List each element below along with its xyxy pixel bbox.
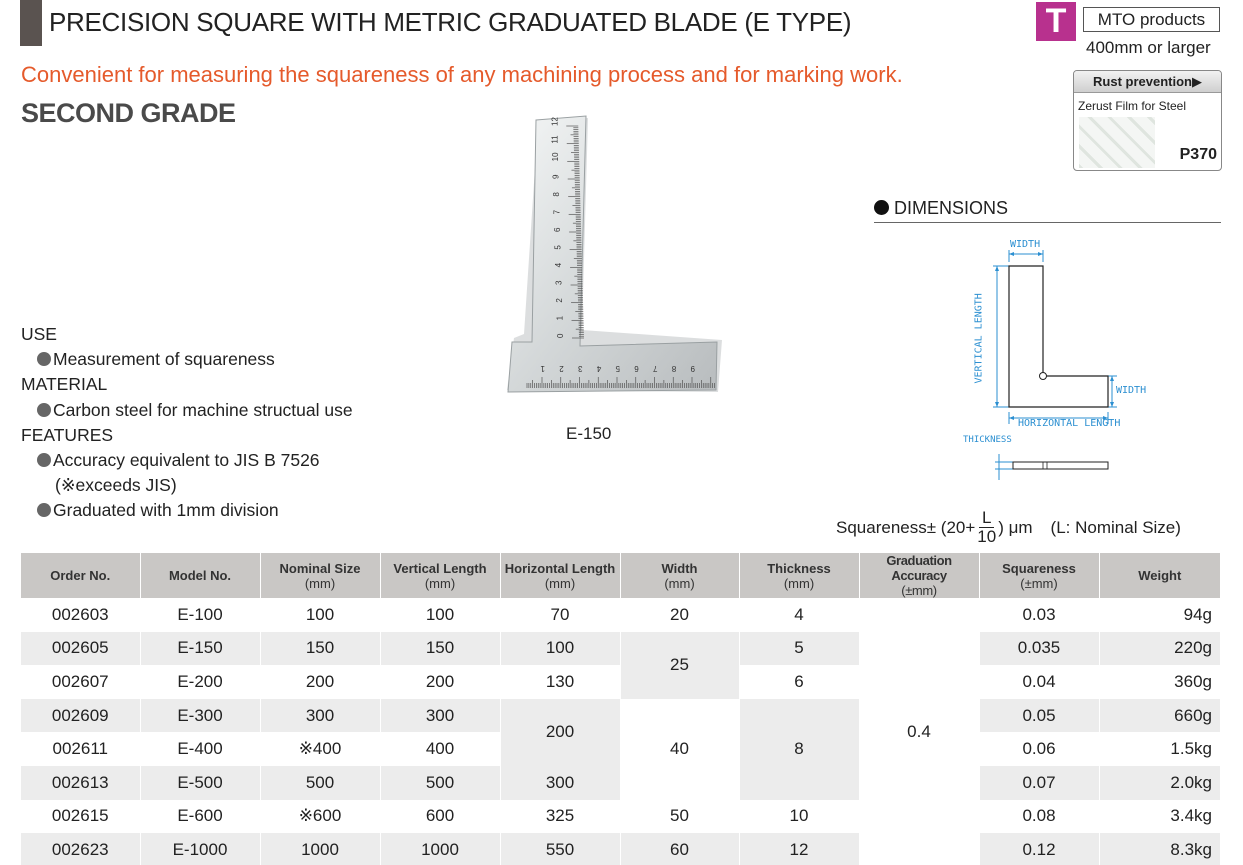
cell-model: E-200 [140,665,260,699]
label-thickness: THICKNESS [963,435,1012,445]
cell-model: E-500 [140,766,260,800]
cell-squareness: 0.03 [979,598,1099,632]
rust-page-ref: P370 [1179,146,1217,163]
table-row [21,598,1220,632]
cell-order: 002605 [21,632,140,666]
mto-note: 400mm or larger [1086,38,1211,57]
cell-model: E-100 [140,598,260,632]
ruler-number: 8 [552,192,562,197]
rust-prevention-box[interactable] [1073,70,1222,171]
cell-model: E-150 [140,632,260,666]
cell-width: 50 [620,800,739,834]
cell-thickness: 12 [739,833,859,865]
dimensions-diagram [955,232,1155,484]
ruler-number: 12 [550,117,560,126]
ruler-number: 4 [596,364,602,373]
cell-weight: 3.4kg [1099,800,1220,834]
bullet-icon [37,403,51,417]
cell-horizontal: 200 [500,699,620,766]
mto-label: MTO products [1083,7,1220,32]
page-title: PRECISION SQUARE WITH METRIC GRADUATED BLADE (E TYPE) [49,7,852,37]
cell-nominal: 500 [260,766,380,800]
cell-squareness: 0.07 [979,766,1099,800]
cell-order: 002607 [21,665,140,699]
cell-squareness: 0.05 [979,699,1099,733]
product-photo [502,110,724,406]
material-item: Carbon steel for machine structual use [21,398,353,423]
formula-fraction [977,509,996,546]
col-header: Thickness (mm) [739,553,859,598]
cell-vertical: 500 [380,766,500,800]
col-header: Model No. [140,553,260,598]
cell-weight: 360g [1099,665,1220,699]
ruler-number: 7 [653,364,658,373]
cell-nominal: ※600 [260,800,380,834]
cell-thickness: 5 [739,632,859,666]
cell-squareness: 0.04 [979,665,1099,699]
use-item: Measurement of squareness [21,347,353,372]
grade-heading: SECOND GRADE [21,98,236,128]
ruler-number: 3 [554,280,564,285]
cell-horizontal: 550 [500,833,620,865]
table-row [21,833,1220,865]
ruler-number: 6 [634,364,639,373]
cell-squareness: 0.035 [979,632,1099,666]
feature-item-1: Accuracy equivalent to JIS B 7526 [21,448,353,473]
spec-list [21,322,353,524]
features-heading: FEATURES [21,424,114,445]
formula-prefix: Squareness± (20+ [836,517,976,537]
cell-horizontal: 130 [500,665,620,699]
material-heading: MATERIAL [21,374,108,395]
cell-vertical: 100 [380,598,500,632]
cell-order: 002623 [21,833,140,865]
cell-vertical: 200 [380,665,500,699]
rust-prevention-heading[interactable]: Rust prevention▶ [1074,71,1221,93]
cell-vertical: 300 [380,699,500,733]
ruler-number: 3 [578,364,583,373]
cell-model: E-400 [140,732,260,766]
cell-model: E-300 [140,699,260,733]
cell-width: 20 [620,598,739,632]
ruler-number: 5 [615,364,620,373]
bullet-icon [874,200,889,215]
ruler-number: 4 [554,262,564,268]
table-header-row [21,553,1220,598]
cell-vertical: 600 [380,800,500,834]
ruler-number: 8 [671,364,677,373]
cell-nominal: 100 [260,598,380,632]
cell-vertical: 1000 [380,833,500,865]
cell-graduation-accuracy: 0.4 [859,598,979,865]
spec-table [21,553,1220,865]
rust-product-name: Zerust Film for Steel [1078,99,1187,113]
cell-horizontal: 300 [500,766,620,800]
cell-thickness: 10 [739,800,859,834]
col-header: Weight [1099,553,1220,598]
cell-horizontal: 325 [500,800,620,834]
zerust-film-image [1079,117,1155,168]
squareness-formula [836,509,1181,546]
col-header: Nominal Size (mm) [260,553,380,598]
ruler-number: 6 [553,227,563,232]
ruler-number: 2 [559,364,564,373]
cell-nominal: 300 [260,699,380,733]
table-row [21,632,1220,666]
cell-order: 002603 [21,598,140,632]
cell-order: 002613 [21,766,140,800]
cell-vertical: 150 [380,632,500,666]
cell-horizontal: 70 [500,598,620,632]
cell-order: 002615 [21,800,140,834]
ruler-number: 7 [552,209,562,215]
cell-model: E-1000 [140,833,260,865]
cell-model: E-600 [140,800,260,834]
cell-width: 40 [620,699,739,800]
cell-order: 002609 [21,699,140,733]
formula-suffix: ) μm [998,517,1033,537]
cell-nominal: 1000 [260,833,380,865]
cell-thickness: 6 [739,665,859,699]
cell-nominal: 200 [260,665,380,699]
ruler-number: 1 [555,315,565,321]
ruler-number: 5 [553,245,563,250]
cell-horizontal: 100 [500,632,620,666]
col-header: Graduation Accuracy (±mm) [859,553,979,598]
cell-weight: 660g [1099,699,1220,733]
page-subtitle: Convenient for measuring the squareness of any machining process and for marking work. [21,62,903,87]
label-width-top: WIDTH [1010,239,1041,250]
cell-weight: 8.3kg [1099,833,1220,865]
formula-numerator: L [979,509,994,528]
col-header: Width (mm) [620,553,739,598]
bullet-icon [37,453,51,467]
cell-weight: 2.0kg [1099,766,1220,800]
cell-weight: 94g [1099,598,1220,632]
ruler-number: 0 [556,333,565,338]
col-header: Order No. [21,553,140,598]
mto-badge: T [1036,2,1076,41]
use-heading: USE [21,324,57,344]
table-row [21,699,1220,733]
cell-thickness: 4 [739,598,859,632]
col-header: Vertical Length (mm) [380,553,500,598]
cell-width: 25 [620,632,739,699]
dimensions-heading: DIMENSIONS [874,198,1008,219]
cell-squareness: 0.08 [979,800,1099,834]
ruler-number: 9 [551,174,561,179]
photo-caption: E-150 [566,424,612,443]
cell-weight: 220g [1099,632,1220,666]
col-header: Horizontal Length (mm) [500,553,620,598]
cell-weight: 1.5kg [1099,732,1220,766]
ruler-number: 10 [551,152,561,162]
cell-thickness: 8 [739,699,859,800]
formula-denominator: 10 [977,527,997,546]
cell-order: 002611 [21,732,140,766]
ruler-number: 1 [540,364,545,373]
cell-nominal: ※400 [260,732,380,766]
cell-squareness: 0.12 [979,833,1099,865]
bullet-icon [37,352,51,366]
formula-note: (L: Nominal Size) [1050,517,1181,537]
ruler-number: 11 [550,135,560,144]
ruler-number: 2 [555,298,565,303]
feature-note: (※exceeds JIS) [55,475,177,496]
label-width-right: WIDTH [1116,385,1147,396]
col-header: Squareness (±mm) [979,553,1099,598]
table-row [21,800,1220,834]
cell-width: 60 [620,833,739,865]
cell-vertical: 400 [380,732,500,766]
cell-nominal: 150 [260,632,380,666]
cell-squareness: 0.06 [979,732,1099,766]
dimensions-rule [874,222,1221,223]
label-vertical-length: VERTICAL LENGTH [973,293,985,384]
bullet-icon [37,503,51,517]
ruler-number: 9 [690,364,695,373]
title-accent-bar [20,0,42,46]
feature-item-2: Graduated with 1mm division [21,498,353,523]
label-horizontal-length: HORIZONTAL LENGTH [1018,418,1121,429]
